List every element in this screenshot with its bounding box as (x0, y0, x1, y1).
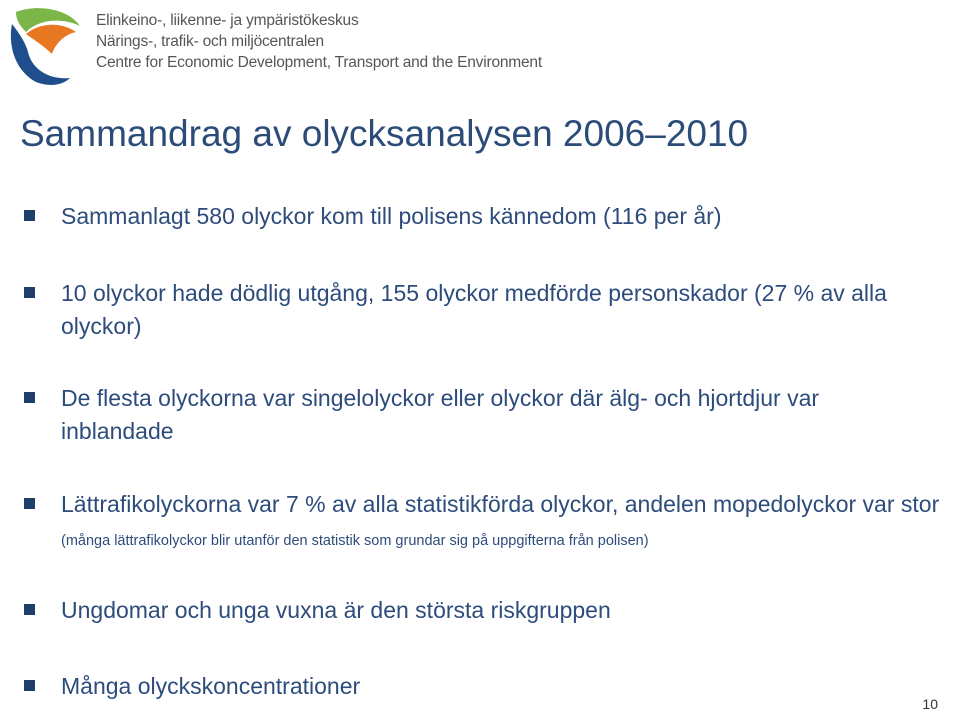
square-bullet-icon (24, 392, 35, 403)
bullet-main-text: Lättrafikolyckorna var 7 % av alla statistikförda olyckor, andelen mopedolyckor var stor (61, 491, 940, 517)
org-name-english: Centre for Economic Development, Transport and the Environment (96, 54, 542, 71)
square-bullet-icon (24, 498, 35, 509)
square-bullet-icon (24, 680, 35, 691)
bullet-text: De flesta olyckorna var singelolyckor eller olyckor där älg- och hjortdjur var inblandade (61, 385, 820, 444)
bullet-text: 10 olyckor hade dödlig utgång, 155 olyckor medförde personskador (27 % av alla olyckor) (61, 280, 887, 339)
org-name-finnish: Elinkeino-, liikenne- ja ympäristökeskus (96, 12, 359, 29)
bullet-note: (många lättrafikolyckor blir utanför den statistik som grundar sig på uppgifterna från polisen) (61, 533, 649, 549)
square-bullet-icon (24, 287, 35, 298)
page-number: 10 (922, 696, 938, 712)
square-bullet-icon (24, 604, 35, 615)
bullet-text: Ungdomar och unga vuxna är den största riskgruppen (61, 597, 611, 623)
header (0, 0, 960, 90)
bullet-text: Många olyckskoncentrationer (61, 673, 361, 699)
org-name-swedish: Närings-, trafik- och miljöcentralen (96, 33, 324, 50)
organization-name (96, 10, 542, 73)
square-bullet-icon (24, 210, 35, 221)
bullet-text: Sammanlagt 580 olyckor kom till polisens kännedom (116 per år) (61, 203, 722, 229)
bullet-text (61, 488, 960, 558)
slide-title: Sammandrag av olycksanalysen 2006–2010 (20, 113, 749, 154)
ely-logo-icon (6, 4, 84, 86)
